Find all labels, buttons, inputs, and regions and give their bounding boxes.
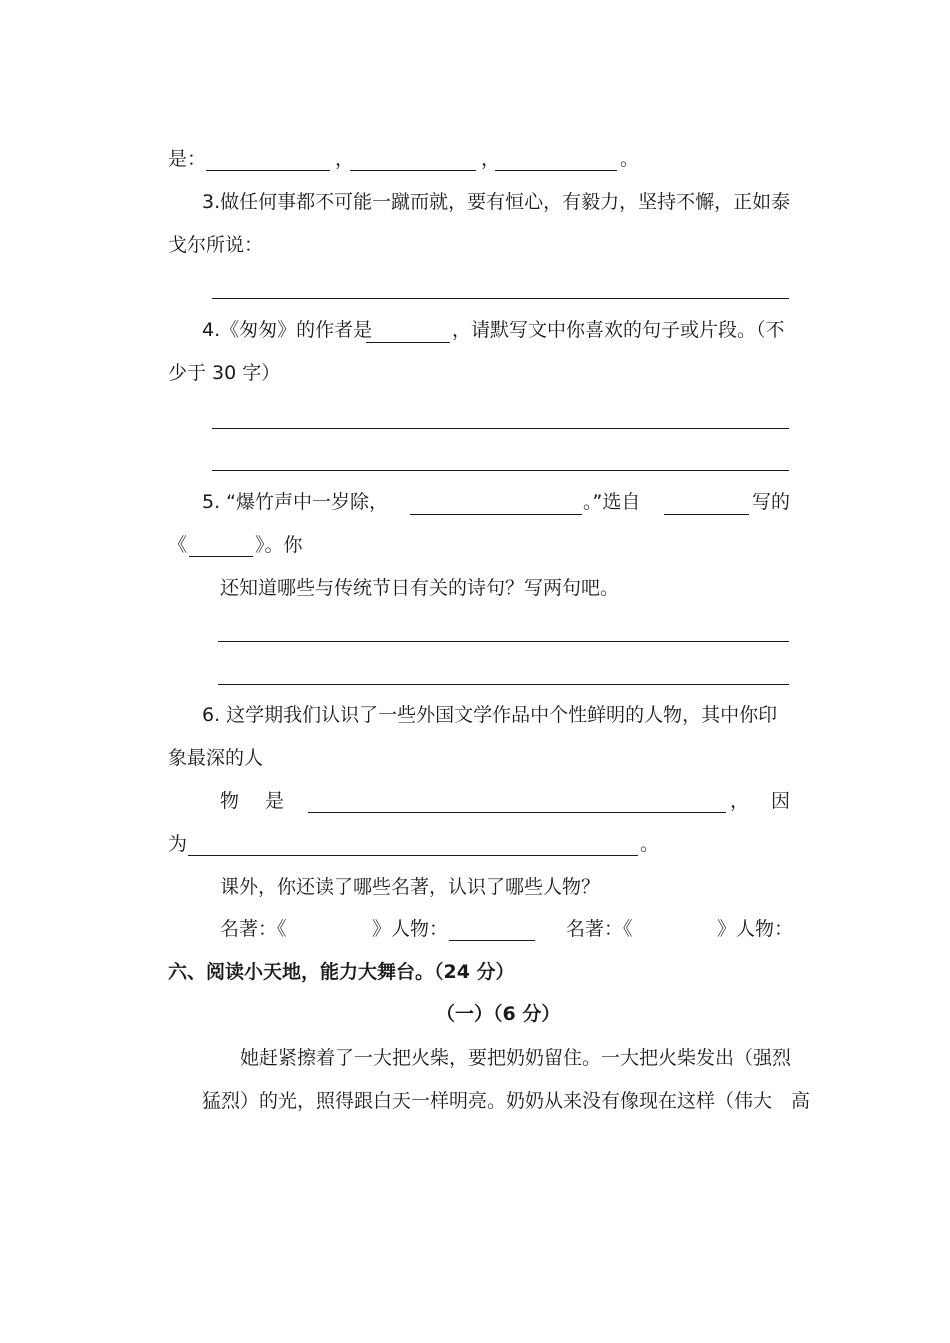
q6-line-1: 6. 这学期我们认识了一些外国文学作品中个性鲜明的人物，其中你印 [202, 704, 778, 726]
q3-answer-line[interactable] [212, 298, 789, 299]
q4-line-2: 少于 30 字） [168, 362, 281, 384]
q6-line-2: 象最深的人 [168, 747, 264, 769]
q2-blank-1[interactable] [206, 170, 330, 171]
q5-book-open: 《 [168, 534, 188, 556]
q5-line-3: 还知道哪些与传统节日有关的诗句？写两句吧。 [220, 577, 620, 599]
q5-poet-blank[interactable] [664, 514, 749, 515]
q6-wei: 为 [168, 833, 188, 855]
q5-part-3: 写的 [752, 491, 791, 513]
q4-part-2: ，请默写文中你喜欢的句子或片段。（不 [452, 319, 785, 341]
q4-answer-line-2[interactable] [212, 470, 789, 471]
q2-blank-3[interactable] [495, 170, 617, 171]
passage-line-2: 猛烈）的光，照得跟白天一样明亮。奶奶从来没有像现在这样（伟大 高 [202, 1090, 811, 1112]
q3-line-2: 戈尔所说： [168, 234, 264, 256]
q5-answer-line-2[interactable] [218, 684, 789, 685]
q6-book-1-label: 名著：《 [220, 918, 287, 940]
q4-author-blank[interactable] [366, 342, 450, 343]
q2-end: 。 [620, 148, 640, 170]
q2-blank-2[interactable] [350, 170, 476, 171]
q6-end: 。 [640, 833, 660, 855]
q6-character-blank[interactable] [308, 812, 726, 813]
q6-yin: 因 [771, 790, 791, 812]
q6-wu: 物 [220, 790, 240, 812]
q6-book-2-close: 》人物： [717, 918, 794, 940]
q6-comma: ， [730, 790, 750, 812]
q2-sep-2: ， [481, 148, 501, 170]
q5-part-1: 5. “爆竹声中一岁除， [202, 491, 389, 513]
q3-line-1: 3.做任何事都不可能一蹴而就，要有恒心，有毅力，坚持不懈，正如泰 [202, 191, 791, 213]
q6-reason-blank[interactable] [188, 855, 638, 856]
q6-shi: 是 [265, 790, 285, 812]
q5-book-close: 》。你 [255, 534, 303, 556]
q6-extra-question: 课外，你还读了哪些名著，认识了哪些人物？ [220, 876, 601, 898]
section-6-title: 六、阅读小天地，能力大舞台。（24 分） [168, 961, 515, 983]
q5-title-blank[interactable] [189, 556, 253, 557]
q5-part-2: 。”选自 [583, 491, 641, 513]
passage-line-1: 她赶紧擦着了一大把火柴，要把奶奶留住。一大把火柴发出（强烈 [240, 1047, 792, 1069]
q5-answer-line-1[interactable] [218, 641, 789, 642]
q6-book-1-close: 》人物： [372, 918, 449, 940]
q6-book-2-label: 名著：《 [566, 918, 633, 940]
q4-part-1: 4.《匆匆》的作者是 [202, 319, 373, 341]
q5-verse-blank[interactable] [410, 514, 582, 515]
q2-sep-1: ， [335, 148, 355, 170]
q2-lead: 是： [168, 148, 207, 170]
q4-answer-line-1[interactable] [212, 428, 789, 429]
section-6-subtitle: （一）（6 分） [436, 1003, 561, 1025]
q6-person-1-blank[interactable] [449, 940, 535, 941]
